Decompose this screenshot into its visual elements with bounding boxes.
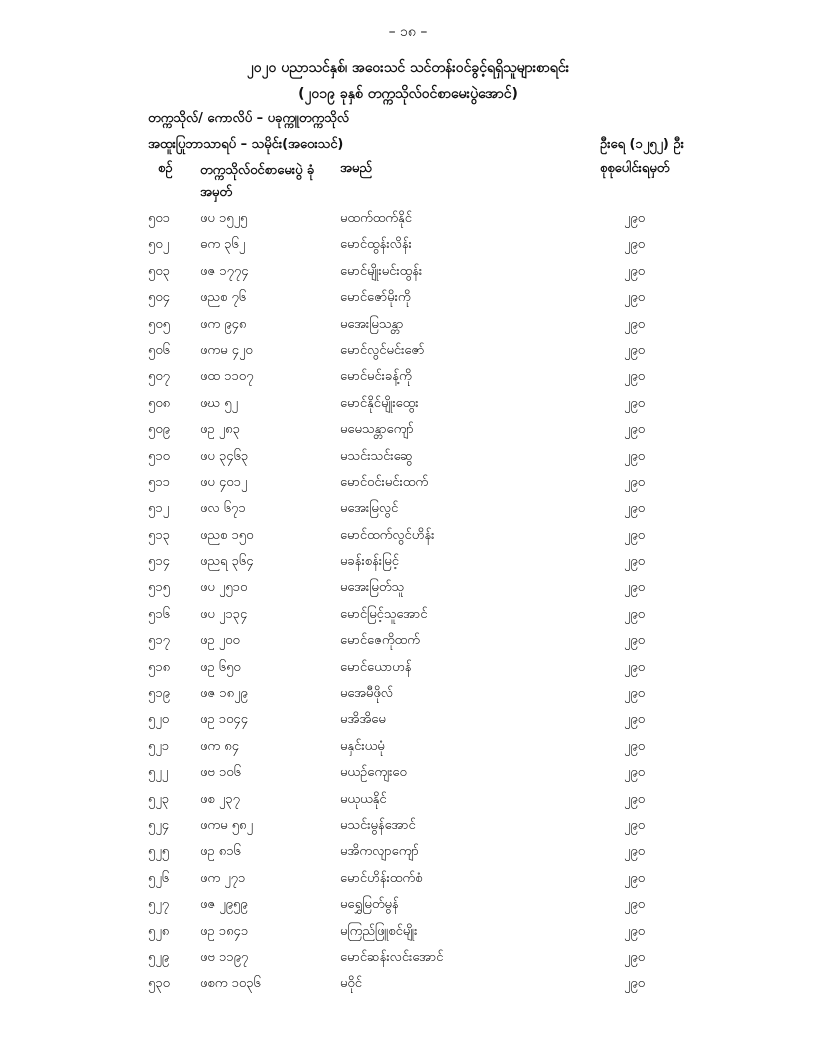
row-name: မအေးမြသန္တာ <box>340 316 404 332</box>
row-seq: ၅၂၉ <box>148 949 170 965</box>
row-roll-number: ဖဥ ၂၈၃ <box>200 422 240 438</box>
row-score: ၂၉၀ <box>624 342 646 358</box>
row-score: ၂၉၀ <box>624 501 646 517</box>
row-roll-number: ဖကမ ၅၈၂ <box>200 817 253 833</box>
row-name: မမေသန္တာကျော် <box>340 422 414 438</box>
row-name: မခန်းစန်းမြင့် <box>340 554 399 570</box>
table-row <box>0 973 816 999</box>
row-roll-number: ဖပ ၄၀၁၂ <box>200 474 248 490</box>
table-row <box>0 208 816 234</box>
row-roll-number: ဖက ၈၄ <box>200 738 240 754</box>
table-row <box>0 736 816 762</box>
row-score: ၂၉၀ <box>624 474 646 490</box>
table-row <box>0 419 816 445</box>
table-row <box>0 789 816 815</box>
row-roll-number: ဖဥ ၁၀၄၄ <box>200 712 249 728</box>
row-name: မောင်ထက်လွင်ဟိန်း <box>340 527 435 543</box>
table-row <box>0 815 816 841</box>
row-score: ၂၉၀ <box>624 606 646 622</box>
table-row <box>0 366 816 392</box>
row-name: မောင်မြင့်သူအောင် <box>340 606 428 622</box>
row-name: မောင်ဇော်မိုးကို <box>340 290 411 306</box>
row-seq: ၅၂၈ <box>148 923 170 939</box>
row-score: ၂၉၀ <box>624 738 646 754</box>
row-roll-number: ဖစ ၂၃၇ <box>200 791 240 807</box>
row-name: မထက်ထက်နိုင် <box>340 211 412 226</box>
table-row <box>0 261 816 287</box>
row-roll-number: ဖညစ ၇၆ <box>200 290 247 306</box>
row-seq: ၅၁၂ <box>148 501 170 517</box>
row-roll-number: ဖက ၂၇၁ <box>200 870 246 886</box>
column-header-name: အမည် <box>340 161 372 176</box>
row-seq: ၅၂၃ <box>148 791 170 807</box>
row-seq: ၅၂၄ <box>148 817 170 833</box>
row-score: ၂၉၀ <box>624 633 646 649</box>
row-score: ၂၉၀ <box>624 263 646 279</box>
row-roll-number: ဖပ ၂၁၃၄ <box>200 606 248 622</box>
row-seq: ၅၂၂ <box>148 765 169 781</box>
document-title: ၂၀၂၀ ပညာသင်နှစ်၊ အဝေးသင် သင်တန်းဝင်ခွင့်ရရှိသူများစာရင်း <box>246 60 570 76</box>
row-roll-number: ဖစက ၁၀၃၆ <box>200 976 261 992</box>
row-name: မောင်မင်းခန့်ကို <box>340 369 412 385</box>
table-row <box>0 841 816 867</box>
row-name: မသင်းသင်းဆွေ <box>340 448 413 464</box>
row-seq: ၅၃၀ <box>148 976 170 992</box>
row-name: မောင်မျိုးမင်းထွန်း <box>340 263 423 279</box>
row-name: မောင်ဇေကိုထက် <box>340 633 420 649</box>
subject-line: အထူးပြုဘာသာရပ် – သမိုင်း(အဝေးသင်) <box>148 137 344 152</box>
table-row <box>0 525 816 551</box>
row-name: မောင်ဆန်းလင်းအောင် <box>340 949 444 965</box>
row-seq: ၅၁၄ <box>148 554 170 570</box>
row-seq: ၅၀၆ <box>148 342 170 358</box>
row-seq: ၅၁၇ <box>148 633 170 649</box>
row-name: မောင်နိုင်မျိုးထွေး <box>340 395 419 411</box>
row-roll-number: ဖဥ ၈၁၆ <box>200 844 241 860</box>
row-score: ၂၉၀ <box>624 870 646 886</box>
table-row <box>0 314 816 340</box>
row-roll-number: ဖဥ ၆၅၀ <box>200 659 241 675</box>
results-list <box>0 208 816 1000</box>
row-name: မောင်ဝင်းမင်းထက် <box>340 474 429 490</box>
row-score: ၂၉၀ <box>624 659 646 675</box>
row-seq: ၅၂၅ <box>148 844 170 860</box>
column-header-roll: တက္ကသိုလ်ဝင်စာမေးပွဲ ခုံအမှတ် <box>200 163 315 200</box>
row-roll-number: ဖပ ၁၅၂၅ <box>200 211 248 226</box>
table-row <box>0 446 816 472</box>
row-seq: ၅၀၉ <box>148 422 170 438</box>
row-seq: ၅၂၆ <box>148 870 170 886</box>
row-seq: ၅၁၃ <box>148 527 170 543</box>
table-row <box>0 894 816 920</box>
table-row <box>0 551 816 577</box>
table-row <box>0 287 816 313</box>
row-roll-number: ဖညရ ၃၆၄ <box>200 554 254 570</box>
row-roll-number: ဖဗ ၁၁၉၇ <box>200 949 249 965</box>
row-score: ၂၉၀ <box>624 844 646 860</box>
row-seq: ၅၂၀ <box>148 712 170 728</box>
table-row <box>0 921 816 947</box>
row-seq: ၅၀၃ <box>148 263 170 279</box>
row-name: မကြည်ဖြူစင်မျိုး <box>340 923 418 939</box>
row-roll-number: ဖဇ ၂၉၅၉ <box>200 897 248 913</box>
row-score: ၂၉၀ <box>624 237 646 253</box>
table-row <box>0 762 816 788</box>
table-row <box>0 340 816 366</box>
table-row <box>0 947 816 973</box>
row-score: ၂၉၀ <box>624 791 646 807</box>
row-score: ၂၉၀ <box>624 316 646 332</box>
table-row <box>0 604 816 630</box>
row-score: ၂၉၀ <box>624 554 646 570</box>
row-seq: ၅၀၈ <box>148 395 171 411</box>
row-name: မောင်ထွန်းလိန်း <box>340 237 412 253</box>
row-score: ၂၉၀ <box>624 580 646 596</box>
row-score: ၂၉၀ <box>624 923 646 939</box>
row-roll-number: ဖဥ ၂၀၀ <box>200 633 240 649</box>
row-name: မအိကလျာကျော် <box>340 844 419 860</box>
university-line: တက္ကသိုလ်/ ကောလိပ် – ပခုက္ကူတက္ကသိုလ် <box>148 111 350 126</box>
column-header-score: စုစုပေါင်းရမှတ် <box>600 161 670 176</box>
row-roll-number: ဖထ ၁၁၀၇ <box>200 369 254 385</box>
row-roll-number: ဖကမ ၄၂၀ <box>200 342 253 358</box>
table-row <box>0 472 816 498</box>
row-score: ၂၉၀ <box>624 712 646 728</box>
row-name: မယဉ်ကျေးဝေ <box>340 765 407 781</box>
row-score: ၂၉၀ <box>624 395 646 411</box>
row-seq: ၅၁၅ <box>148 580 170 596</box>
row-score: ၂၉၀ <box>624 211 646 226</box>
row-score: ၂၉၀ <box>624 527 646 543</box>
row-name: မအေးမြတ်သူ <box>340 580 405 596</box>
row-seq: ၅၀၄ <box>148 290 170 306</box>
row-name: မဝိုင် <box>340 976 362 992</box>
row-score: ၂၉၀ <box>624 765 646 781</box>
row-seq: ၅၁၀ <box>148 448 170 464</box>
row-roll-number: ဖပ ၂၅၁၀ <box>200 580 248 596</box>
row-score: ၂၉၀ <box>624 448 646 464</box>
row-name: မအိအိမေ <box>340 712 386 728</box>
table-row <box>0 577 816 603</box>
row-seq: ၅၁၆ <box>148 606 170 622</box>
table-row <box>0 498 816 524</box>
row-roll-number: ဖပ ၃၄၆၃ <box>200 448 249 464</box>
row-roll-number: ဖညစ ၁၅၀ <box>200 527 254 543</box>
row-score: ၂၉၀ <box>624 976 646 992</box>
table-row <box>0 630 816 656</box>
row-seq: ၅၀၁ <box>148 211 170 226</box>
row-roll-number: ဖဇ ၁၈၂၉ <box>200 686 248 702</box>
document-subtitle: (၂၀၁၉ ခုနှစ် တက္ကသိုလ်ဝင်စာမေးပွဲအောင်) <box>298 86 518 102</box>
row-roll-number: ဖဗ ၁၀၆ <box>200 765 241 781</box>
row-score: ၂၉၀ <box>624 369 646 385</box>
row-name: မအေမီဖိုလ် <box>340 686 393 702</box>
row-score: ၂၉၀ <box>624 686 646 702</box>
row-seq: ၅၀၇ <box>148 369 170 385</box>
table-row <box>0 709 816 735</box>
table-row <box>0 683 816 709</box>
row-roll-number: ဖက ၉၄၈ <box>200 316 247 332</box>
row-name: မောင်ယောဟန် <box>340 659 412 675</box>
row-name: မောင်ဟိန်းထက်စံ <box>340 870 423 886</box>
row-score: ၂၉၀ <box>624 817 646 833</box>
row-seq: ၅၂၁ <box>148 738 170 754</box>
total-count: ဦးရေ (၁၂၅၂) ဦး <box>600 137 684 152</box>
table-row <box>0 393 816 419</box>
row-seq: ၅၁၉ <box>148 686 170 702</box>
row-roll-number: ဓက ၃၆၂ <box>200 237 246 253</box>
row-seq: ၅၀၅ <box>148 316 170 332</box>
row-score: ၂၉၀ <box>624 949 646 965</box>
column-header-seq: စဉ် <box>158 161 173 176</box>
row-name: မောင်လွင်မင်းဇော် <box>340 342 425 358</box>
table-row <box>0 234 816 260</box>
row-roll-number: ဖဃ ၅၂ <box>200 395 238 411</box>
row-roll-number: ဖလ ၆၇၁ <box>200 501 246 517</box>
row-seq: ၅၂၇ <box>148 897 170 913</box>
row-seq: ၅၁၈ <box>148 659 171 675</box>
table-row <box>0 657 816 683</box>
page-number: – ၁၈ – <box>388 24 428 40</box>
row-roll-number: ဖဇ ၁၇၇၄ <box>200 263 249 279</box>
row-roll-number: ဖဥ ၁၈၄၁ <box>200 923 249 939</box>
row-name: မနှင်းယမုံ <box>340 738 385 754</box>
row-seq: ၅၁၁ <box>148 474 170 490</box>
row-name: မအေးမြလွင် <box>340 501 399 517</box>
row-name: မသင်းမွန်အောင် <box>340 817 416 833</box>
row-score: ၂၉၀ <box>624 422 646 438</box>
row-name: မရွှေမြတ်မွန် <box>340 897 399 913</box>
row-score: ၂၉၀ <box>624 897 646 913</box>
table-row <box>0 868 816 894</box>
row-name: မယုယနိုင် <box>340 791 387 807</box>
row-seq: ၅၀၂ <box>148 237 170 253</box>
row-score: ၂၉၀ <box>624 290 646 306</box>
